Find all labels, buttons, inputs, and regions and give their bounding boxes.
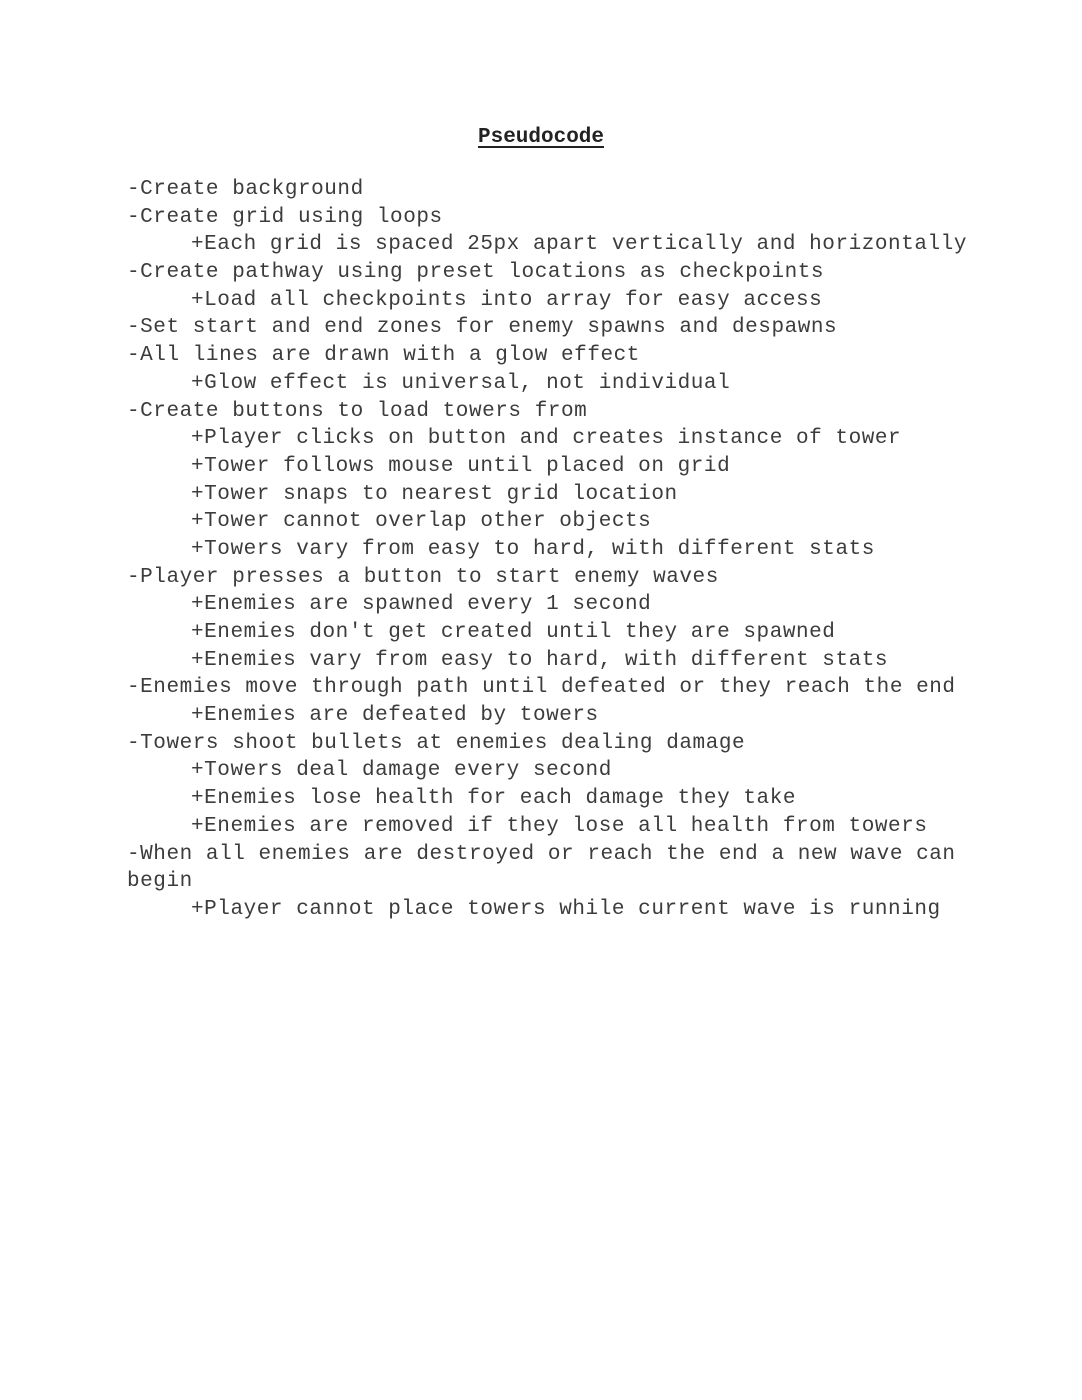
- title-text: Pseudocode: [477, 126, 605, 149]
- step-line: -Set start and end zones for enemy spawns and despawns: [127, 316, 838, 340]
- sub-step-line: +Glow effect is universal, not individual: [191, 371, 731, 395]
- step-line: -All lines are drawn with a glow effect: [127, 344, 640, 368]
- step-line: -Towers shoot bullets at enemies dealing damage: [127, 731, 746, 755]
- step-line: -Create background: [127, 178, 364, 201]
- sub-step-line: +Each grid is spaced 25px apart vertically and horizontally: [191, 233, 967, 257]
- sub-step-line: +Enemies vary from easy to hard, with different stats: [191, 648, 889, 672]
- sub-step-line: +Towers deal damage every second: [191, 759, 612, 783]
- step-line: -Create pathway using preset locations as checkpoints: [127, 261, 825, 285]
- sub-step-line: +Player clicks on button and creates instance of tower: [191, 427, 902, 451]
- sub-step-line: +Enemies are spawned every 1 second: [191, 593, 652, 617]
- sub-step-line: +Enemies don't get created until they are spawned: [191, 621, 836, 644]
- sub-step-line: +Enemies lose health for each damage they take: [191, 787, 796, 811]
- step-line: -Create buttons to load towers from: [127, 399, 588, 423]
- sub-step-line: +Tower follows mouse until placed on grid: [191, 454, 731, 478]
- step-line: -When all enemies are destroyed or reach the end a new wave can: [127, 842, 956, 866]
- sub-step-line: +Player cannot place towers while current wave is running: [191, 897, 941, 921]
- sub-step-line: +Towers vary from easy to hard, with different stats: [191, 537, 875, 561]
- sub-step-line: +Load all checkpoints into array for easy access: [191, 288, 823, 312]
- step-line: -Enemies move through path until defeated or they reach the end: [127, 676, 956, 700]
- sub-step-line: +Enemies are defeated by towers: [191, 704, 599, 728]
- sub-step-line: +Enemies are removed if they lose all health from towers: [191, 814, 928, 838]
- step-line: -Player presses a button to start enemy waves: [127, 565, 719, 589]
- pseudocode-body: [127, 176, 967, 924]
- step-line: -Create grid using loops: [127, 205, 443, 229]
- sub-step-line: +Tower cannot overlap other objects: [191, 510, 652, 534]
- document-title: [0, 126, 1082, 149]
- step-line: begin: [127, 870, 193, 894]
- sub-step-line: +Tower snaps to nearest grid location: [191, 482, 678, 506]
